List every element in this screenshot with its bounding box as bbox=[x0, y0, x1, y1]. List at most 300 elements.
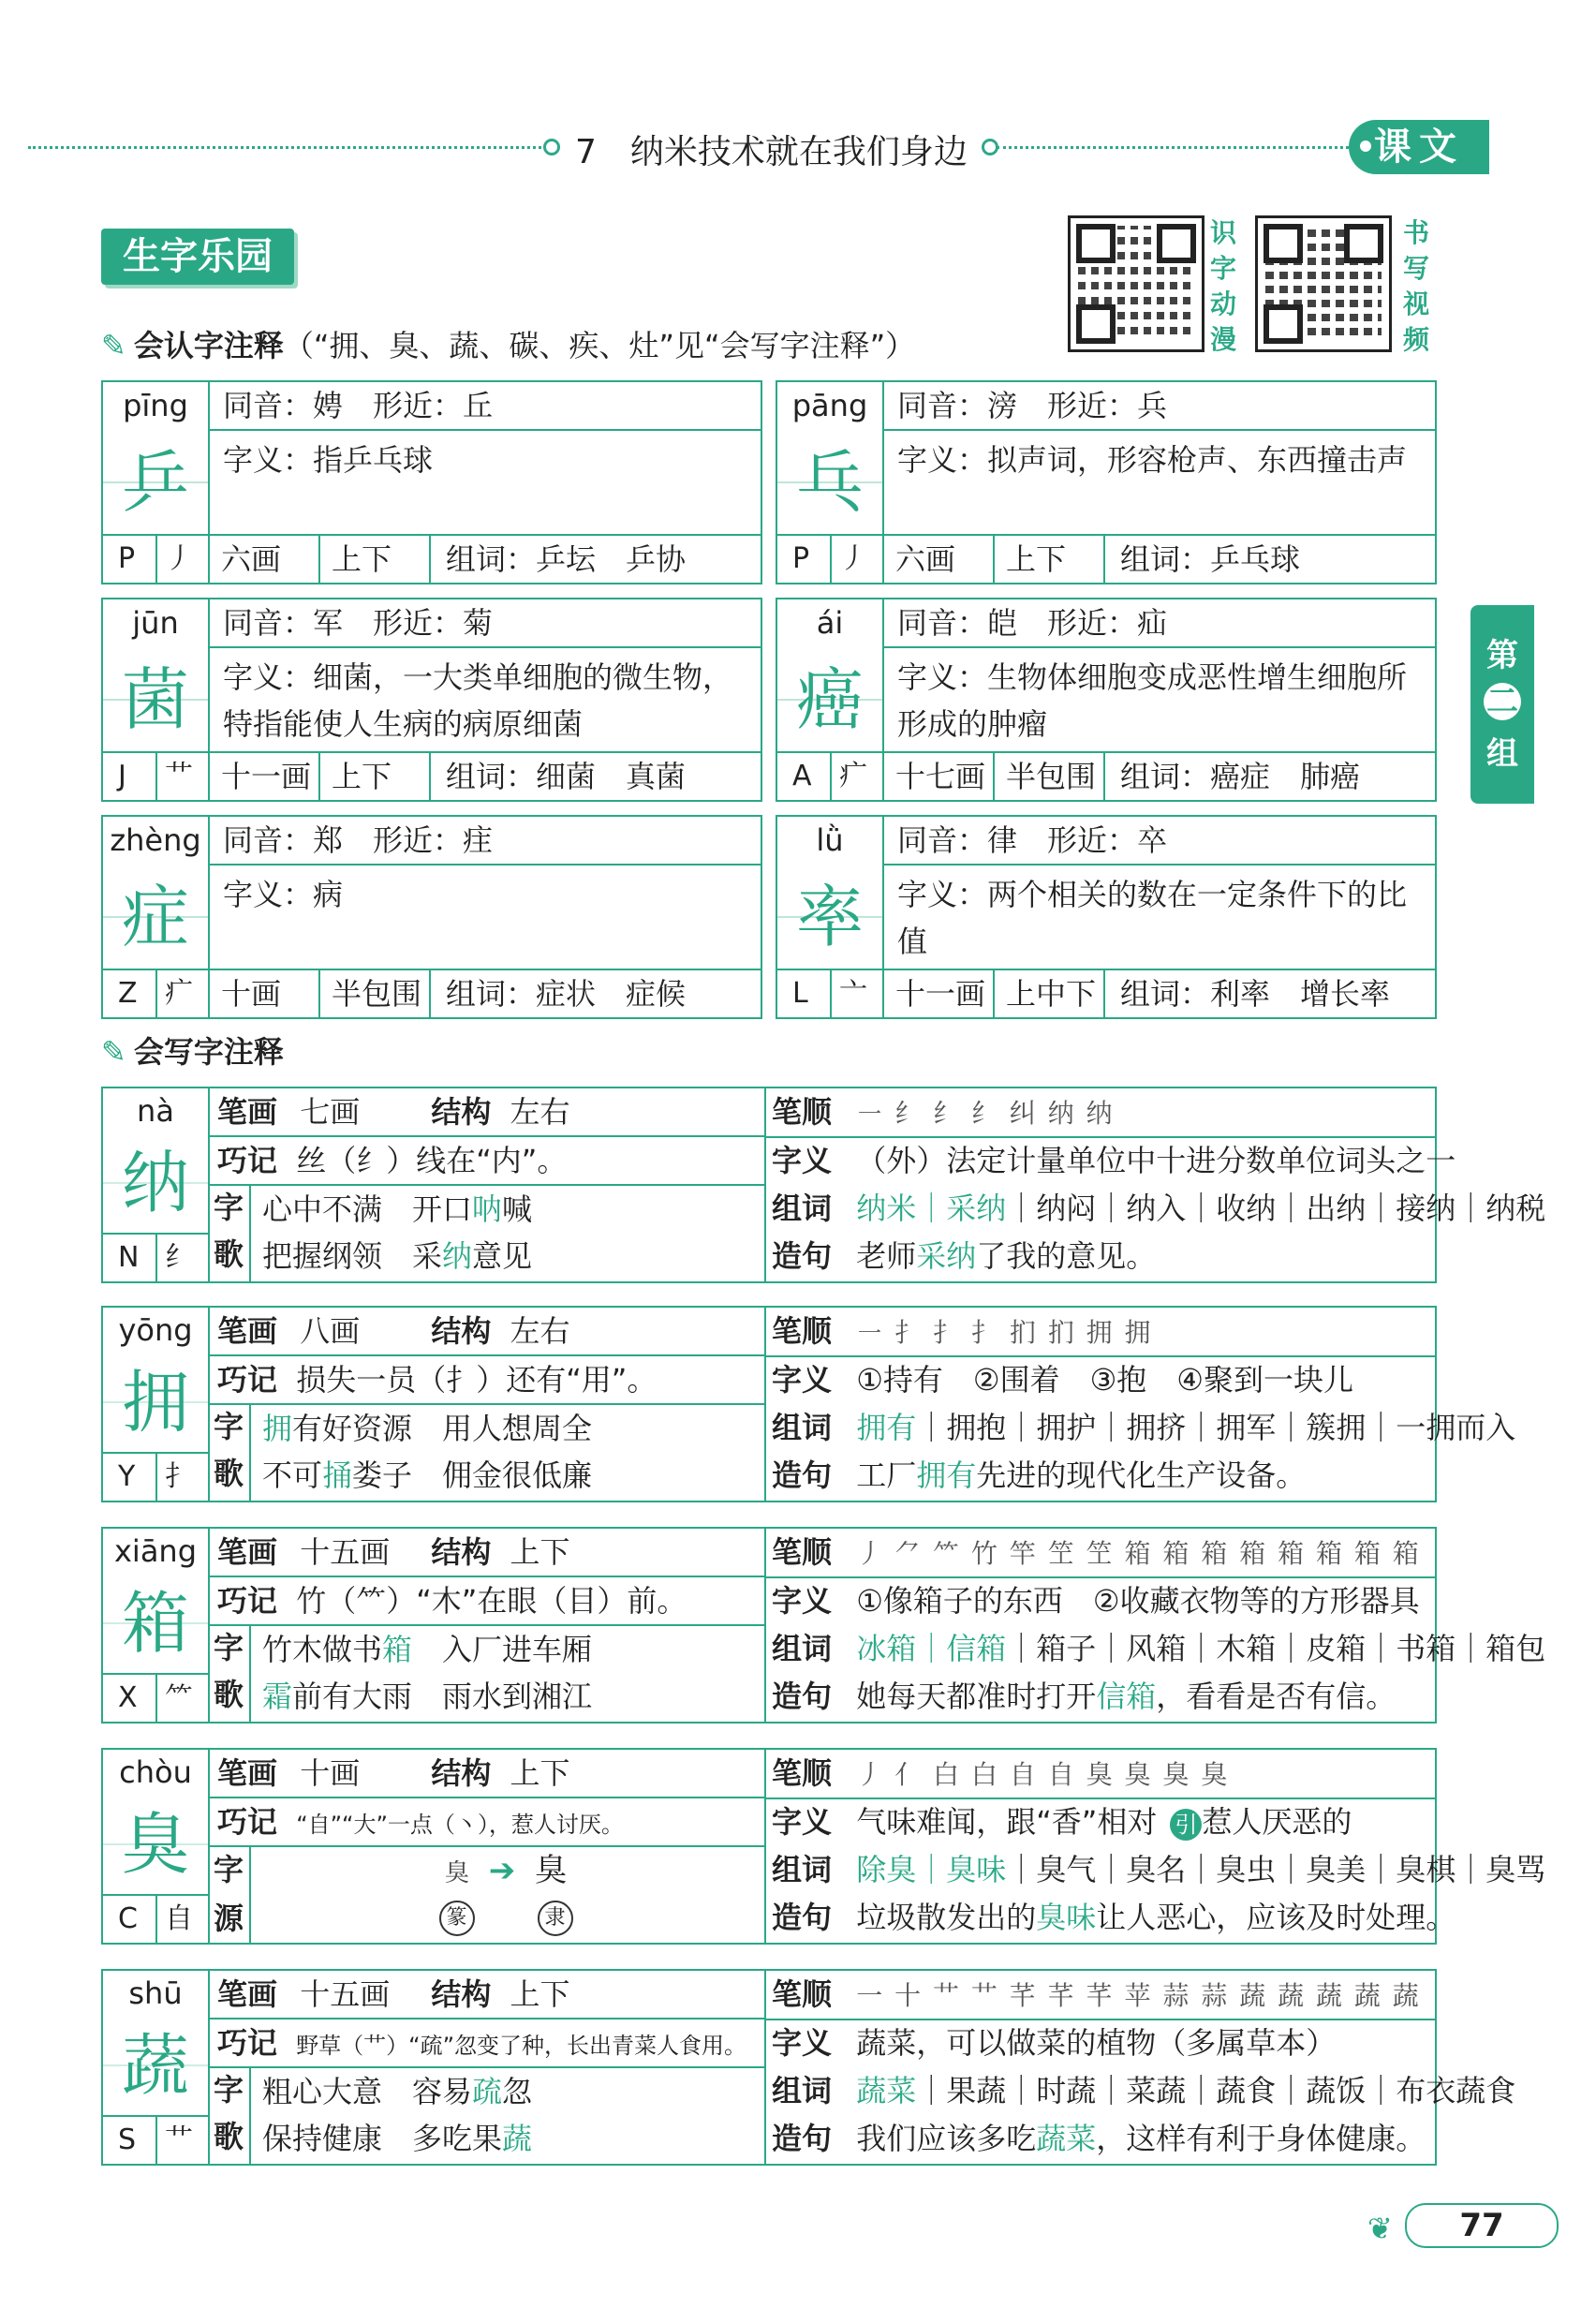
side-tab-top: 第 bbox=[1486, 637, 1518, 674]
label-structure: 结构 bbox=[431, 1755, 492, 1791]
divider bbox=[155, 1235, 157, 1281]
label-stroke-order: 笔顺 bbox=[772, 1313, 833, 1349]
recognize-card bbox=[776, 598, 1437, 802]
label-words: 组词 bbox=[772, 2073, 833, 2108]
label-memory: 巧记 bbox=[217, 1583, 278, 1619]
label-memory: 巧记 bbox=[217, 2025, 278, 2061]
qr-code-animation[interactable] bbox=[1068, 215, 1204, 352]
meaning-row bbox=[764, 1577, 1435, 1625]
label-sentence: 造句 bbox=[772, 1457, 833, 1493]
memory-tip: 竹（⺮）“木”在眼（目）前。 bbox=[296, 1583, 687, 1619]
stroke-order-row bbox=[764, 1971, 1435, 2020]
strokes-row bbox=[208, 1529, 764, 1577]
sentence-text: ，这样有利于身体健康。 bbox=[1096, 2121, 1426, 2156]
radical: 自 bbox=[165, 1902, 193, 1935]
divider bbox=[830, 536, 832, 583]
leaf-icon: ❦ bbox=[1367, 2211, 1393, 2246]
divider bbox=[993, 753, 995, 800]
words-row bbox=[764, 1185, 1546, 1233]
divider bbox=[318, 753, 320, 800]
label-sentence: 造句 bbox=[772, 1900, 833, 1935]
write-char-block bbox=[101, 1969, 1516, 2166]
sentence-row bbox=[764, 1452, 1435, 1500]
label-sentence: 造句 bbox=[772, 2121, 833, 2156]
sentence-highlight: 采纳 bbox=[916, 1238, 977, 1274]
structure: 上下 bbox=[510, 1976, 570, 2012]
index-cell bbox=[103, 534, 210, 583]
info-row bbox=[208, 969, 761, 1017]
big-character: 乓 bbox=[777, 429, 884, 536]
strokes-row bbox=[208, 1308, 764, 1356]
label-memory: 巧记 bbox=[217, 1804, 278, 1840]
words: ｜臭气｜臭名｜臭虫｜臭美｜臭棋｜臭骂 bbox=[1006, 1852, 1546, 1887]
memory-tip: “自”“大”一点（丶），惹人讨厌。 bbox=[296, 1812, 624, 1838]
recognize-note: （“拥、臭、蔬、碳、疾、灶”见“会写字注释”） bbox=[283, 328, 916, 363]
song-line-1 bbox=[262, 2068, 532, 2115]
recognize-card bbox=[776, 815, 1437, 1019]
song-highlight: 捅 bbox=[322, 1457, 353, 1493]
index-letter: A bbox=[792, 760, 812, 792]
strokes: 十七画 bbox=[895, 759, 986, 794]
word-group: 组词：乒坛 乒协 bbox=[446, 541, 687, 577]
strokes: 六画 bbox=[221, 541, 282, 577]
index-letter: J bbox=[118, 760, 126, 792]
radical: ⺮ bbox=[165, 1681, 193, 1714]
label-structure: 结构 bbox=[431, 1976, 492, 2012]
meaning: 气味难闻，跟“香”相对 bbox=[856, 1804, 1158, 1840]
qr-finder bbox=[1344, 224, 1383, 263]
big-character: 癌 bbox=[777, 646, 884, 753]
memory-row bbox=[208, 1137, 764, 1186]
label-stroke-order: 笔顺 bbox=[772, 1976, 833, 2012]
strokes: 十一画 bbox=[221, 759, 312, 794]
song-text: 保持健康 多吃果 bbox=[262, 2121, 503, 2156]
song-line-2 bbox=[262, 2115, 532, 2162]
stroke-order: ㇐ 纟 纟 纟 纠 纳 纳 bbox=[856, 1098, 1115, 1129]
stroke-order: 丿 亻 白 白 自 自 臭 臭 臭 臭 bbox=[856, 1759, 1230, 1790]
song-highlight: 拥 bbox=[262, 1411, 293, 1446]
index-cell bbox=[103, 1894, 210, 1943]
recognize-heading-text: 会认字注释 bbox=[133, 328, 284, 363]
words-highlight: 纳米｜采纳 bbox=[856, 1191, 1007, 1226]
write-heading bbox=[101, 1028, 284, 1072]
qr-finder bbox=[1076, 304, 1116, 344]
structure: 左右 bbox=[510, 1094, 570, 1130]
write-char-block bbox=[101, 1306, 1516, 1502]
big-character: 箱 bbox=[103, 1574, 210, 1673]
qr-label-char: 频 bbox=[1402, 324, 1429, 355]
song-label-col bbox=[208, 1845, 251, 1943]
divider bbox=[155, 753, 157, 800]
sentence-text: 了我的意见。 bbox=[976, 1238, 1157, 1274]
sentence-text: 让人恶心，应该及时处理。 bbox=[1096, 1900, 1456, 1935]
stroke-count: 十画 bbox=[300, 1755, 361, 1791]
strokes-row bbox=[208, 1750, 764, 1798]
song-label: 字歌 bbox=[213, 1630, 244, 1712]
recognize-card bbox=[101, 380, 762, 584]
meaning-row: 字义：两个相关的数在一定条件下的比值 bbox=[897, 877, 1408, 959]
divider bbox=[993, 536, 995, 583]
song-highlight: 纳 bbox=[442, 1238, 473, 1274]
index-letter: Y bbox=[118, 1460, 136, 1493]
label-stroke-order: 笔顺 bbox=[772, 1094, 833, 1130]
homophone-row: 同音：军 形近：菊 bbox=[208, 599, 761, 648]
label-structure: 结构 bbox=[431, 1534, 492, 1570]
structure: 上下 bbox=[510, 1534, 570, 1570]
meaning-row: 字义：拟声词，形容枪声、东西撞击声 bbox=[897, 442, 1408, 478]
header-dot-left bbox=[543, 139, 560, 155]
source-evolution bbox=[262, 1847, 749, 1897]
song-text: 竹木做书 bbox=[262, 1632, 383, 1667]
label-stroke-order: 笔顺 bbox=[772, 1755, 833, 1791]
memory-row bbox=[208, 1798, 764, 1847]
label-sentence: 造句 bbox=[772, 1679, 833, 1714]
song-line-1 bbox=[262, 1186, 532, 1233]
homophone-row: 同音：娉 形近：丘 bbox=[208, 382, 761, 431]
divider bbox=[993, 970, 995, 1017]
index-cell bbox=[103, 969, 210, 1017]
song-text: 意见 bbox=[472, 1238, 533, 1274]
song-label: 字歌 bbox=[213, 1409, 244, 1491]
info-row bbox=[208, 751, 761, 800]
sentence-highlight: 蔬菜 bbox=[1036, 2121, 1097, 2156]
song-line-2 bbox=[262, 1673, 592, 1720]
big-character: 拥 bbox=[103, 1353, 210, 1452]
recognize-card bbox=[776, 380, 1437, 584]
stroke-order-row bbox=[764, 1529, 1435, 1578]
tab-dot bbox=[1360, 141, 1371, 152]
radical: 艹 bbox=[165, 2123, 193, 2156]
sentence-highlight: 臭味 bbox=[1036, 1900, 1097, 1935]
pinyin: xiāng bbox=[103, 1529, 210, 1576]
stroke-order-row bbox=[764, 1308, 1435, 1357]
song-label-col bbox=[208, 2066, 251, 2164]
stroke-count: 十五画 bbox=[300, 1534, 391, 1570]
label-words: 组词 bbox=[772, 1410, 833, 1445]
big-character: 菌 bbox=[103, 646, 210, 753]
side-tab-bottom: 组 bbox=[1486, 735, 1518, 773]
meaning-row bbox=[764, 1356, 1435, 1404]
sentence-row bbox=[764, 1673, 1435, 1721]
big-character: 率 bbox=[777, 864, 884, 970]
index-letter: N bbox=[118, 1241, 140, 1274]
radical: 亠 bbox=[839, 977, 867, 1010]
header-rule-left bbox=[28, 146, 553, 149]
meaning: （外）法定计量单位中十进分数单位词头之一 bbox=[856, 1143, 1456, 1178]
structure: 上下 bbox=[510, 1755, 570, 1791]
index-letter: C bbox=[118, 1902, 138, 1935]
word-group: 组词：利率 增长率 bbox=[1120, 976, 1391, 1012]
label-strokes: 笔画 bbox=[217, 1313, 278, 1349]
strokes: 十一画 bbox=[895, 976, 986, 1012]
song-line-2 bbox=[262, 1233, 532, 1280]
structure: 半包围 bbox=[332, 976, 422, 1012]
song-highlight: 呐 bbox=[472, 1191, 503, 1227]
divider bbox=[155, 536, 157, 583]
qr-label-char: 写 bbox=[1402, 253, 1429, 284]
song-label: 字歌 bbox=[213, 2072, 244, 2154]
recognize-card bbox=[101, 598, 762, 802]
index-letter: Z bbox=[118, 977, 138, 1010]
info-row bbox=[208, 534, 761, 583]
divider bbox=[429, 753, 431, 800]
recognize-card bbox=[101, 815, 762, 1019]
divider bbox=[155, 1896, 157, 1943]
big-character: 蔬 bbox=[103, 2016, 210, 2115]
clerical-badge: 隶 bbox=[538, 1901, 573, 1936]
page-number: 77 bbox=[1405, 2203, 1559, 2248]
big-character: 臭 bbox=[103, 1795, 210, 1894]
words-row bbox=[764, 1846, 1546, 1894]
pinyin: ái bbox=[777, 599, 884, 648]
seal-badge: 篆 bbox=[439, 1901, 475, 1936]
words-row bbox=[764, 1404, 1516, 1452]
song-label-1: 字源 bbox=[213, 1852, 244, 1936]
sentence-highlight: 拥有 bbox=[916, 1457, 977, 1493]
word-group: 组词：细菌 真菌 bbox=[446, 759, 687, 794]
words-highlight: 冰箱｜信箱 bbox=[856, 1631, 1007, 1666]
qr-finder bbox=[1157, 224, 1196, 263]
song-text: 入厂进车厢 bbox=[412, 1632, 593, 1667]
radical: 疒 bbox=[165, 977, 193, 1010]
song-label-col bbox=[208, 1403, 251, 1501]
qr-label-char: 视 bbox=[1402, 288, 1429, 319]
write-char-block bbox=[101, 1527, 1546, 1724]
qr-finder bbox=[1264, 224, 1303, 263]
info-row bbox=[882, 534, 1435, 583]
big-character: 纳 bbox=[103, 1133, 210, 1233]
pinyin: chòu bbox=[103, 1750, 210, 1797]
index-cell bbox=[103, 1673, 210, 1722]
index-cell bbox=[103, 751, 210, 800]
label-words: 组词 bbox=[772, 1631, 833, 1666]
stroke-count: 七画 bbox=[300, 1094, 361, 1130]
sentence-text: 垃圾散发出的 bbox=[856, 1900, 1037, 1935]
label-meaning: 字义 bbox=[772, 2025, 833, 2061]
song-line-1 bbox=[262, 1405, 592, 1452]
stroke-order: 丿 ⺈ ⺮ 竹 竿 笁 笁 箱 箱 箱 箱 箱 箱 箱 箱 bbox=[856, 1538, 1421, 1569]
side-tab-circle: 二 bbox=[1484, 683, 1521, 720]
words-highlight: 除臭｜臭味 bbox=[856, 1852, 1007, 1887]
recognize-heading bbox=[101, 322, 915, 365]
words: ｜果蔬｜时蔬｜菜蔬｜蔬食｜蔬饭｜布衣蔬食 bbox=[916, 2073, 1516, 2108]
qr-label-char: 动 bbox=[1209, 288, 1236, 319]
stroke-order-row bbox=[764, 1750, 1435, 1799]
radical: 丿 bbox=[839, 542, 867, 575]
song-text: 粗心大意 容易 bbox=[262, 2074, 473, 2109]
song-label-col bbox=[208, 1184, 251, 1281]
label-meaning: 字义 bbox=[772, 1583, 833, 1619]
meaning: ①像箱子的东西 ②收藏衣物等的方形器具 bbox=[856, 1583, 1420, 1619]
divider bbox=[830, 970, 832, 1017]
label-strokes: 笔画 bbox=[217, 1534, 278, 1570]
pinyin: pāng bbox=[777, 382, 884, 431]
memory-row bbox=[208, 2020, 764, 2068]
radical: 疒 bbox=[839, 760, 867, 792]
header-rule-right bbox=[997, 146, 1349, 149]
index-cell bbox=[103, 1452, 210, 1501]
section-title: 生字乐园 bbox=[101, 229, 294, 285]
label-strokes: 笔画 bbox=[217, 1755, 278, 1791]
song-line-1 bbox=[262, 1626, 592, 1673]
strokes: 六画 bbox=[895, 541, 956, 577]
divider bbox=[429, 536, 431, 583]
seal-form: 臭 bbox=[444, 1859, 469, 1887]
radical: 纟 bbox=[165, 1241, 193, 1274]
index-cell bbox=[777, 534, 884, 583]
divider bbox=[155, 970, 157, 1017]
homophone-row: 同音：滂 形近：兵 bbox=[882, 382, 1435, 431]
label-strokes: 笔画 bbox=[217, 1094, 278, 1130]
memory-row bbox=[208, 1577, 764, 1626]
qr-label-video bbox=[1399, 215, 1433, 358]
song-highlight: 疏 bbox=[472, 2074, 503, 2109]
structure: 上中下 bbox=[1006, 976, 1097, 1012]
index-cell bbox=[777, 751, 884, 800]
index-letter: P bbox=[118, 542, 136, 575]
divider bbox=[155, 1675, 157, 1722]
write-char-block bbox=[101, 1087, 1546, 1283]
structure: 左右 bbox=[510, 1313, 570, 1349]
pinyin: lǜ bbox=[777, 817, 884, 866]
homophone-row: 同音：律 形近：卒 bbox=[882, 817, 1435, 866]
pinyin: yōng bbox=[103, 1308, 210, 1354]
homophone-row: 同音：郑 形近：疰 bbox=[208, 817, 761, 866]
pinyin: jūn bbox=[103, 599, 210, 648]
sentence-highlight: 信箱 bbox=[1096, 1679, 1157, 1714]
label-words: 组词 bbox=[772, 1191, 833, 1226]
homophone-row: 同音：皑 形近：疝 bbox=[882, 599, 1435, 648]
sentence-row bbox=[764, 2115, 1435, 2163]
divider bbox=[318, 970, 320, 1017]
strokes: 十画 bbox=[221, 976, 282, 1012]
index-letter: S bbox=[118, 2123, 137, 2156]
qr-code-video[interactable] bbox=[1255, 215, 1392, 352]
word-group: 组词：症状 症候 bbox=[446, 976, 687, 1012]
write-heading-text: 会写字注释 bbox=[133, 1034, 284, 1070]
index-letter: P bbox=[792, 542, 810, 575]
structure: 上下 bbox=[1006, 541, 1067, 577]
label-structure: 结构 bbox=[431, 1094, 492, 1130]
write-char-block bbox=[101, 1748, 1546, 1945]
song-highlight: 箱 bbox=[382, 1632, 413, 1667]
info-row bbox=[882, 969, 1435, 1017]
meaning-row bbox=[764, 1798, 1435, 1846]
pinyin: shū bbox=[103, 1971, 210, 2018]
word-group: 组词：乒乓球 bbox=[1120, 541, 1301, 577]
divider bbox=[318, 536, 320, 583]
big-character: 乒 bbox=[103, 429, 210, 536]
song-text: 不可 bbox=[262, 1457, 323, 1493]
strokes-row bbox=[208, 1971, 764, 2020]
words-row bbox=[764, 2067, 1516, 2115]
stroke-order: 一 十 艹 艹 芊 芊 芊 苹 蒜 蒜 蔬 蔬 蔬 蔬 蔬 bbox=[856, 1980, 1421, 2011]
song-label: 字歌 bbox=[213, 1190, 244, 1272]
info-row bbox=[882, 751, 1435, 800]
memory-tip: 丝（纟）线在“内”。 bbox=[296, 1143, 568, 1178]
song-text: 喊 bbox=[502, 1191, 533, 1227]
arrow-icon: ➔ bbox=[488, 1852, 516, 1889]
pinyin: nà bbox=[103, 1088, 210, 1135]
divider bbox=[830, 753, 832, 800]
words: ｜箱子｜风箱｜木箱｜皮箱｜书箱｜箱包 bbox=[1006, 1631, 1546, 1666]
pen-icon: ✎ bbox=[101, 1034, 126, 1070]
meaning-row: 字义：细菌，一大类单细胞的微生物，特指能使人生病的病原细菌 bbox=[223, 659, 733, 742]
structure: 上下 bbox=[332, 759, 392, 794]
sentence-text: 老师 bbox=[856, 1238, 917, 1274]
meaning-row: 字义：生物体细胞变成恶性增生细胞所形成的肿瘤 bbox=[897, 659, 1408, 742]
song-text: 有好资源 用人想周全 bbox=[292, 1411, 593, 1446]
memory-tip: 损失一员（扌）还有“用”。 bbox=[296, 1362, 658, 1398]
pinyin: zhèng bbox=[103, 817, 210, 866]
words: ｜拥抱｜拥护｜拥挤｜拥军｜簇拥｜一拥而入 bbox=[916, 1410, 1516, 1445]
song-text: 娄子 佣金很低廉 bbox=[352, 1457, 593, 1493]
divider bbox=[429, 970, 431, 1017]
sentence-text: 工厂 bbox=[856, 1457, 917, 1493]
radical: 艹 bbox=[165, 760, 193, 792]
word-group: 组词：癌症 肺癌 bbox=[1120, 759, 1361, 794]
divider bbox=[1103, 536, 1105, 583]
qr-label-animation bbox=[1206, 215, 1240, 358]
sentence-text: 先进的现代化生产设备。 bbox=[976, 1457, 1307, 1493]
label-structure: 结构 bbox=[431, 1313, 492, 1349]
index-letter: L bbox=[792, 977, 808, 1010]
script-badges bbox=[262, 1897, 749, 1940]
divider bbox=[1103, 970, 1105, 1017]
char-source bbox=[262, 1847, 749, 1941]
song-line-2 bbox=[262, 1452, 592, 1499]
unit-side-tab[interactable] bbox=[1470, 605, 1534, 804]
modern-form: 臭 bbox=[535, 1852, 568, 1889]
extended-meaning-badge: 引 bbox=[1170, 1809, 1202, 1841]
label-memory: 巧记 bbox=[217, 1362, 278, 1398]
meaning: 蔬菜，可以做菜的植物（多属草本） bbox=[856, 2025, 1337, 2061]
sentence-row bbox=[764, 1894, 1456, 1942]
label-strokes: 笔画 bbox=[217, 1976, 278, 2012]
stroke-count: 八画 bbox=[300, 1313, 361, 1349]
sentence-text: 我们应该多吃 bbox=[856, 2121, 1037, 2156]
structure: 上下 bbox=[332, 541, 392, 577]
label-words: 组词 bbox=[772, 1852, 833, 1887]
meaning-row: 字义：指乒乓球 bbox=[223, 442, 434, 478]
song-highlight: 蔬 bbox=[502, 2121, 533, 2156]
index-cell bbox=[777, 969, 884, 1017]
sentence-text: ，看看是否有信。 bbox=[1156, 1679, 1396, 1714]
stroke-count: 十五画 bbox=[300, 1976, 391, 2012]
label-sentence: 造句 bbox=[772, 1238, 833, 1274]
words: ｜纳闷｜纳入｜收纳｜出纳｜接纳｜纳税 bbox=[1006, 1191, 1546, 1226]
category-tab: 课文 bbox=[1349, 120, 1489, 174]
song-text: 心中不满 开口 bbox=[262, 1191, 473, 1227]
qr-finder bbox=[1076, 224, 1116, 263]
radical: 丿 bbox=[165, 542, 193, 575]
divider bbox=[1103, 753, 1105, 800]
label-meaning: 字义 bbox=[772, 1804, 833, 1840]
memory-row bbox=[208, 1356, 764, 1405]
meaning-row: 字义：病 bbox=[223, 877, 344, 912]
label-meaning: 字义 bbox=[772, 1362, 833, 1398]
sentence-text: 她每天都准时打开 bbox=[856, 1679, 1097, 1714]
meaning-row bbox=[764, 2020, 1435, 2067]
structure: 半包围 bbox=[1006, 759, 1097, 794]
big-character: 症 bbox=[103, 864, 210, 970]
lesson-title: 7 纳米技术就在我们身边 bbox=[575, 133, 968, 171]
memory-tip: 野草（艹）“疏”忽变了种，长出青菜人食用。 bbox=[296, 2033, 747, 2059]
qr-label-char: 漫 bbox=[1209, 324, 1236, 355]
song-text: 把握纲领 采 bbox=[262, 1238, 443, 1274]
pinyin: pīng bbox=[103, 382, 210, 431]
qr-label-char: 识 bbox=[1209, 217, 1236, 248]
